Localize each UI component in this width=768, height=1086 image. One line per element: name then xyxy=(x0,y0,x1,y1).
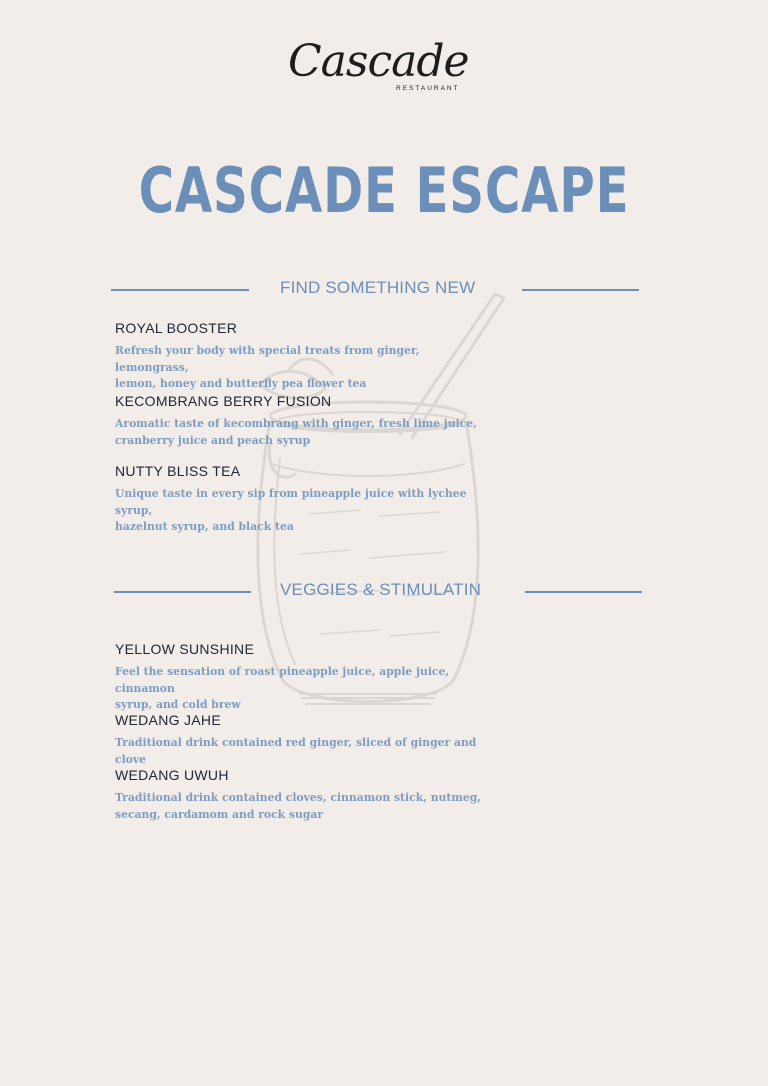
item-description: Feel the sensation of roast pineapple juice, apple juice, cinnamon syrup, and cold brew xyxy=(115,665,450,711)
menu-item xyxy=(115,462,495,536)
item-description: Traditional drink contained cloves, cinnamon stick, nutmeg, secang, cardamom and rock sugar xyxy=(115,791,481,821)
header-rule-left xyxy=(114,591,251,593)
header-rule-left xyxy=(111,289,249,291)
menu-item xyxy=(115,319,495,393)
header-rule-right xyxy=(525,591,642,593)
item-name: WEDANG UWUH xyxy=(115,767,229,783)
restaurant-logo xyxy=(288,34,468,104)
menu-item xyxy=(115,392,495,449)
item-name: KECOMBRANG BERRY FUSION xyxy=(115,393,332,409)
item-description: Traditional drink contained red ginger, sliced of ginger and clove xyxy=(115,736,477,766)
menu-title: CASCADE ESCAPE xyxy=(138,154,630,227)
section-header-veggies-stimulatin xyxy=(114,580,644,604)
section-heading: VEGGIES & STIMULATIN xyxy=(280,580,482,599)
item-name: YELLOW SUNSHINE xyxy=(115,641,255,657)
item-description: Unique taste in every sip from pineapple juice with lychee syrup, hazelnut syrup, and black tea xyxy=(115,487,467,533)
logo-script-text: Cascade xyxy=(288,36,469,87)
item-name: WEDANG JAHE xyxy=(115,712,221,728)
menu-item xyxy=(115,766,495,823)
header-rule-right xyxy=(522,289,639,291)
menu-item xyxy=(115,711,495,768)
logo-subtitle: RESTAURANT xyxy=(396,85,460,92)
item-name: NUTTY BLISS TEA xyxy=(115,463,241,479)
section-header-find-something-new xyxy=(111,278,641,302)
section-heading: FIND SOMETHING NEW xyxy=(280,278,476,297)
item-description: Refresh your body with special treats from ginger, lemongrass, lemon, honey and butterfly pea flower tea xyxy=(115,344,420,390)
menu-item xyxy=(115,640,495,714)
item-name: ROYAL BOOSTER xyxy=(115,320,238,336)
item-description: Aromatic taste of kecombrang with ginger, fresh lime juice, cranberry juice and peach syrup xyxy=(115,417,477,447)
